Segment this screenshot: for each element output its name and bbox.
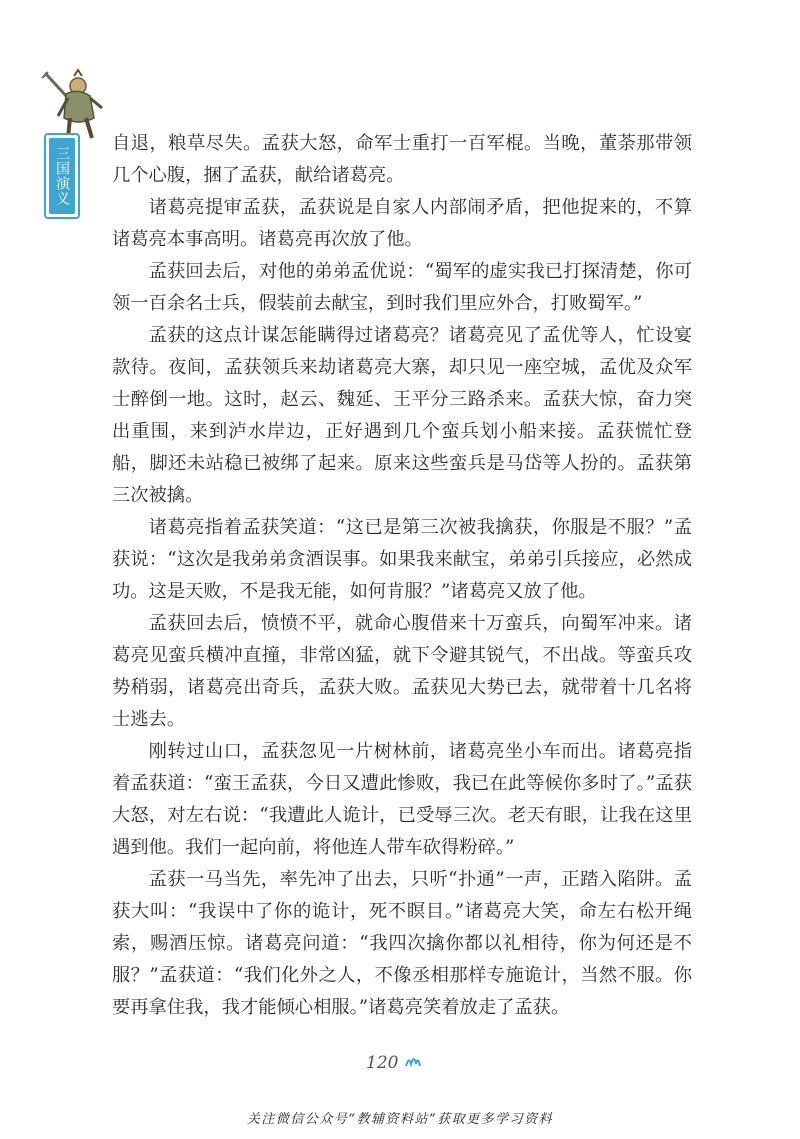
- book-title-tab: [44, 133, 80, 219]
- page-number-text: 120: [366, 1053, 399, 1073]
- paragraph-8: 孟获一马当先，率先冲了出去，只听“扑通”一声，正踏入陷阱。孟获大叫：“我误中了你的诡计，死不瞑目。”诸葛亮大笑，命左右松开绳索，赐酒压惊。诸葛亮问道：“我四次擒你都以礼相待，你为何还是不服？”孟获道：“我们化外之人，不像丞相那样专施诡计，当然不服。你要再拿住我，我才能倾心相服。”诸葛亮笑着放走了孟获。: [112, 869, 692, 1018]
- paragraph-1: 自退，粮草尽失。孟获大怒，命军士重打一百军棍。当晚，董荼那带领几个心腹，捆了孟获，献给诸葛亮。: [112, 133, 692, 186]
- paragraph-2: 诸葛亮提审孟获，孟获说是自家人内部闹矛盾，把他捉来的，不算诸葛亮本事高明。诸葛亮再次放了他。: [112, 197, 692, 250]
- page-number: [366, 1053, 422, 1073]
- paragraph-3: 孟获回去后，对他的弟弟孟优说：“蜀军的虚实我已打探清楚，你可领一百余名士兵，假装前去献宝，到时我们里应外合，打败蜀军。”: [112, 261, 692, 314]
- paragraph-6: 孟获回去后，愤愤不平，就命心腹借来十万蛮兵，向蜀军冲来。诸葛亮见蛮兵横冲直撞，非常凶猛，就下令避其锐气，不出战。等蛮兵攻势稍弱，诸葛亮出奇兵，孟获大败。孟获见大势已去，就带着十几名将士逃去。: [112, 613, 692, 730]
- book-title-label: 三国演义: [54, 146, 70, 206]
- paragraph-7: 刚转过山口，孟获忽见一片树林前，诸葛亮坐小车而出。诸葛亮指着孟获道：“蛮王孟获，今日又遭此惨败，我已在此等候你多时了。”孟获大怒，对左右说：“我遭此人诡计，已受辱三次。老天有眼，让我在这里遇到他。我们一起向前，将他连人带车砍得粉碎。”: [112, 741, 692, 858]
- page-content: [112, 128, 692, 1024]
- warrior-figure-icon: [38, 68, 108, 140]
- paragraph-4: 孟获的这点计谋怎能瞒得过诸葛亮？诸葛亮见了孟优等人，忙设宴款待。夜间，孟获领兵来劫诸葛亮大寨，却只见一座空城，孟优及众军士醉倒一地。这时，赵云、魏延、王平分三路杀来。孟获大惊，奋力突出重围，来到泸水岸边，正好遇到几个蛮兵划小船来接。孟获慌忙登船，脚还未站稳已被绑了起来。原来这些蛮兵是马岱等人扮的。孟获第三次被擒。: [112, 325, 692, 506]
- paragraph-5: 诸葛亮指着孟获笑道：“这已是第三次被我擒获，你服是不服？”孟获说：“这次是我弟弟贪酒误事。如果我来献宝，弟弟引兵接应，必然成功。这是天败，不是我无能，如何肯服？”诸葛亮又放了他。: [112, 517, 692, 602]
- footer-notice: 关注微信公众号“教辅资料站”获取更多学习资料: [246, 1112, 554, 1127]
- wave-ornament-icon: [404, 1053, 422, 1073]
